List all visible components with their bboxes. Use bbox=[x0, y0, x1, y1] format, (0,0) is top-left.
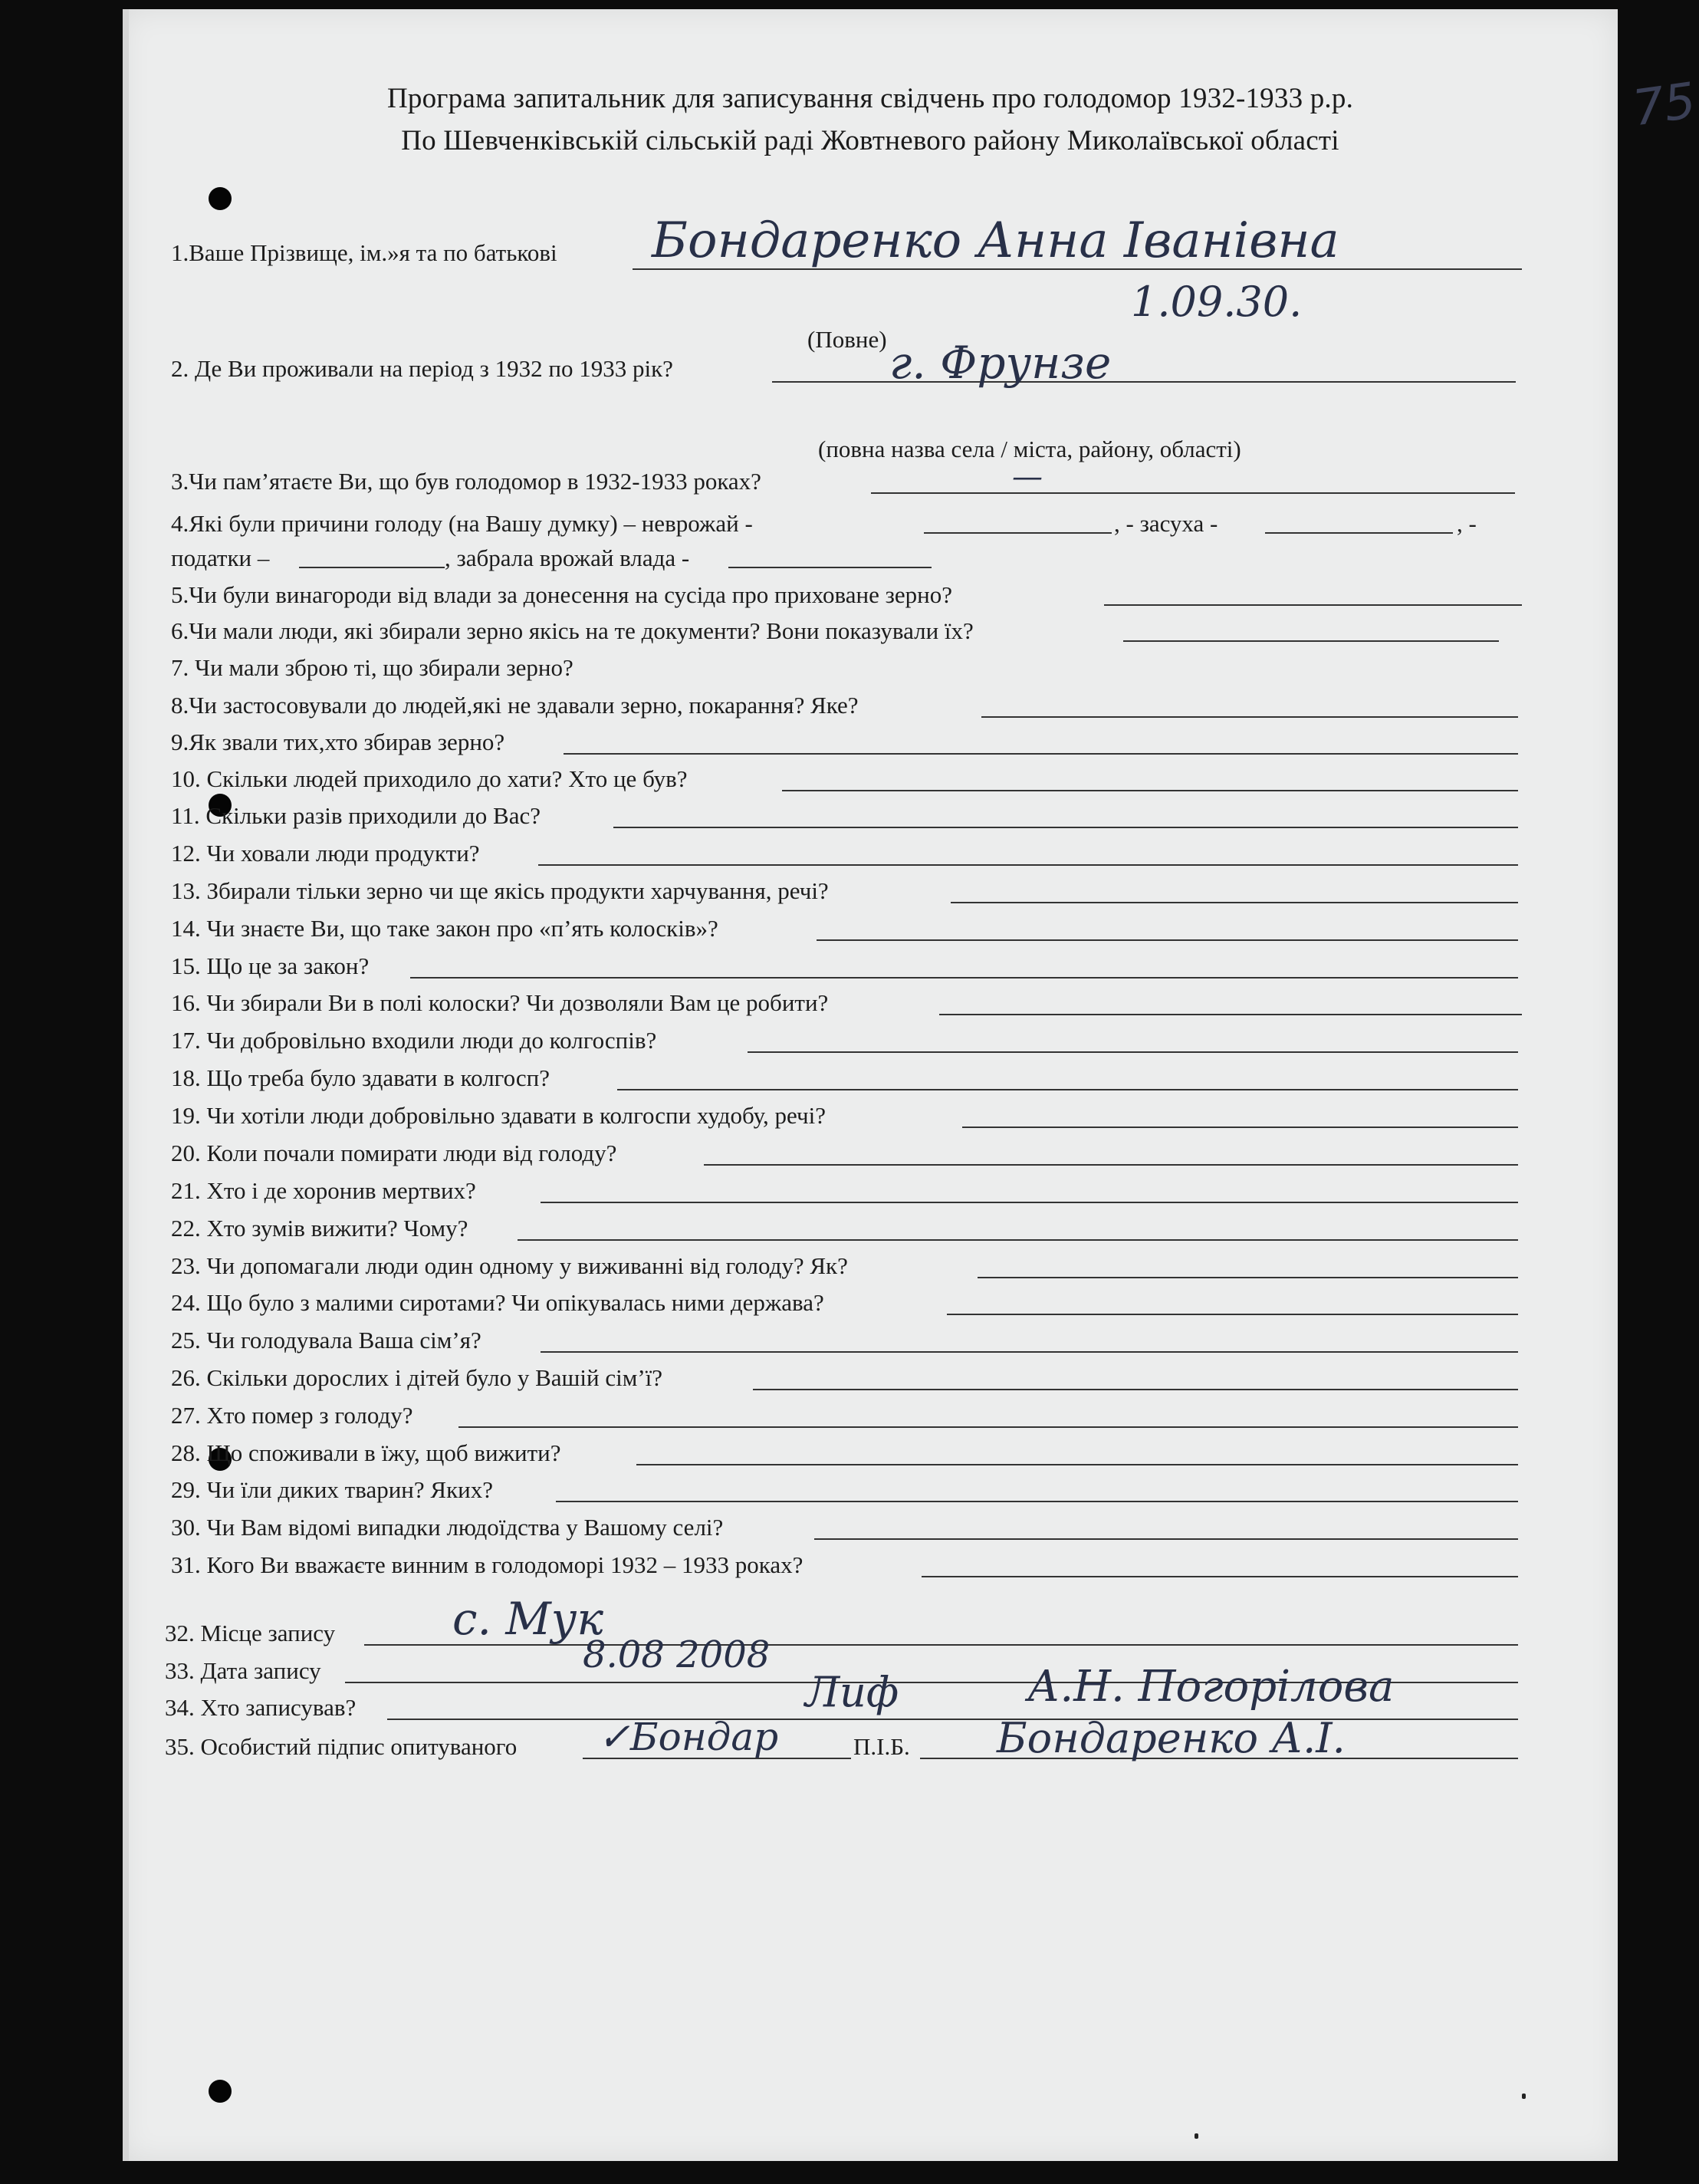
question-25: 25. Чи голодувала Ваша сім’я? bbox=[171, 1327, 481, 1353]
answer-line-19 bbox=[962, 1127, 1518, 1128]
note-full-name-hint: (повна назва села / міста, району, області) bbox=[818, 436, 1241, 462]
page-number: 75 bbox=[1629, 72, 1699, 138]
questionnaire-page bbox=[123, 9, 1699, 2161]
question-11: 11. Скільки разів приходили до Вас? bbox=[171, 802, 541, 829]
question-23: 23. Чи допомагали люди один одному у виживанні від голоду? Як? bbox=[171, 1252, 848, 1279]
answer-q3: — bbox=[1012, 459, 1043, 495]
answer-line-9 bbox=[564, 753, 1518, 755]
answer-line-23 bbox=[978, 1277, 1518, 1278]
question-33: 33. Дата запису bbox=[165, 1657, 321, 1684]
question-24: 24. Що було з малими сиротами? Чи опікувалась ними держава? bbox=[171, 1289, 824, 1316]
question-15: 15. Що це за закон? bbox=[171, 952, 370, 979]
question-26: 26. Скільки дорослих і дітей було у Вашій сім’ї? bbox=[171, 1364, 663, 1391]
answer-line-4e bbox=[728, 567, 932, 568]
question-14: 14. Чи знаєте Ви, що таке закон про «п’ять колосків»? bbox=[171, 915, 718, 942]
question-4-e: , забрала врожай влада - bbox=[445, 544, 690, 571]
question-3: 3.Чи пам’ятаєте Ви, що був голодомор в 1932-1933 роках? bbox=[171, 468, 761, 495]
question-7: 7. Чи мали зброю ті, що збирали зерно? bbox=[171, 654, 573, 681]
speck bbox=[1522, 2094, 1526, 2099]
answer-line-17 bbox=[748, 1051, 1518, 1053]
answer-line-5 bbox=[1104, 604, 1522, 606]
answer-place: с. Мук bbox=[452, 1593, 604, 1645]
answer-line-31 bbox=[922, 1576, 1518, 1577]
binder-hole bbox=[209, 2080, 232, 2103]
question-1: 1.Ваше Прізвище, ім.»я та по батькові bbox=[171, 239, 557, 266]
respondent-signature: ✓Бондар bbox=[598, 1715, 779, 1759]
question-4: 4.Які були причини голоду (на Вашу думку) – неврожай - bbox=[171, 510, 753, 537]
speck bbox=[1195, 2133, 1198, 2139]
recorder-signature: Лиф bbox=[805, 1668, 899, 1716]
question-21: 21. Хто і де хоронив мертвих? bbox=[171, 1177, 476, 1204]
question-10: 10. Скільки людей приходило до хати? Хто це був? bbox=[171, 765, 688, 792]
answer-line-8 bbox=[981, 716, 1518, 718]
question-18: 18. Що треба було здавати в колгосп? bbox=[171, 1064, 550, 1091]
question-5: 5.Чи були винагороди від влади за донесення на сусіда про приховане зерно? bbox=[171, 581, 952, 608]
question-4-b: , - засуха - bbox=[1114, 510, 1218, 537]
answer-line-18 bbox=[617, 1089, 1518, 1090]
answer-line-3 bbox=[871, 492, 1515, 494]
question-28: 28. Що споживали в їжу, щоб вижити? bbox=[171, 1439, 561, 1466]
question-34: 34. Хто записував? bbox=[165, 1694, 357, 1721]
question-32: 32. Місце запису bbox=[165, 1620, 336, 1646]
question-6: 6.Чи мали люди, які збирали зерно якісь на те документи? Вони показували їх? bbox=[171, 617, 974, 644]
question-16: 16. Чи збирали Ви в полі колоски? Чи дозволяли Вам це робити? bbox=[171, 989, 829, 1016]
answer-line-6 bbox=[1123, 640, 1499, 642]
answer-name: Бондаренко Анна Іванівна bbox=[652, 212, 1339, 269]
question-9: 9.Як звали тих,хто збирав зерно? bbox=[171, 729, 505, 755]
answer-line-20 bbox=[704, 1164, 1518, 1166]
answer-line-34 bbox=[387, 1719, 1518, 1720]
answer-line-10 bbox=[782, 790, 1518, 791]
answer-line-4a bbox=[924, 532, 1112, 534]
answer-line-30 bbox=[814, 1538, 1518, 1540]
answer-line-14 bbox=[817, 939, 1518, 941]
answer-line-24 bbox=[947, 1314, 1518, 1315]
question-20: 20. Коли почали помирати люди від голоду? bbox=[171, 1140, 617, 1166]
answer-line-22 bbox=[518, 1239, 1518, 1241]
answer-line-4b bbox=[1265, 532, 1453, 534]
question-2: 2. Де Ви проживали на період з 1932 по 1933 рік? bbox=[171, 355, 673, 382]
binder-hole bbox=[209, 187, 232, 210]
answer-line-15 bbox=[410, 977, 1518, 979]
question-4-c: , - bbox=[1457, 510, 1477, 537]
answer-birth-date: 1.09.30. bbox=[1131, 278, 1303, 326]
question-35: 35. Особистий підпис опитуваного bbox=[165, 1733, 518, 1760]
answer-pib: Бондаренко А.І. bbox=[997, 1714, 1346, 1762]
answer-line-4d bbox=[299, 567, 445, 568]
question-13: 13. Збирали тільки зерно чи ще якісь продукти харчування, речі? bbox=[171, 877, 829, 904]
answer-line-12 bbox=[538, 864, 1518, 866]
answer-recorder: А.Н. Погорілова bbox=[1027, 1662, 1395, 1712]
answer-line-16 bbox=[939, 1014, 1522, 1015]
question-29: 29. Чи їли диких тварин? Яких? bbox=[171, 1476, 493, 1503]
question-4-d: податки – bbox=[171, 544, 270, 571]
question-12: 12. Чи ховали люди продукти? bbox=[171, 840, 480, 867]
answer-line-25 bbox=[541, 1351, 1518, 1353]
question-27: 27. Хто помер з голоду? bbox=[171, 1402, 413, 1429]
header-subtitle: По Шевченківській сільській раді Жовтневого району Миколаївської області bbox=[401, 125, 1339, 156]
page-edge bbox=[123, 9, 129, 2161]
question-19: 19. Чи хотіли люди добровільно здавати в колгоспи худобу, речі? bbox=[171, 1102, 826, 1129]
question-31: 31. Кого Ви вважаєте винним в голодоморі 1932 – 1933 роках? bbox=[171, 1551, 803, 1578]
answer-line-2 bbox=[772, 381, 1516, 383]
answer-line-29 bbox=[556, 1501, 1518, 1502]
answer-line-27 bbox=[458, 1426, 1518, 1428]
answer-line-21 bbox=[541, 1202, 1518, 1203]
question-8: 8.Чи застосовували до людей,які не здавали зерно, покарання? Яке? bbox=[171, 692, 859, 719]
answer-date: 8.08 2008 bbox=[583, 1633, 771, 1676]
answer-line-26 bbox=[753, 1389, 1518, 1390]
answer-line-28 bbox=[636, 1464, 1518, 1465]
question-30: 30. Чи Вам відомі випадки людоїдства у Вашому селі? bbox=[171, 1514, 724, 1541]
answer-residence: г. Фрунзе bbox=[889, 337, 1112, 389]
question-17: 17. Чи добровільно входили люди до колгоспів? bbox=[171, 1027, 657, 1054]
pib-label: П.І.Б. bbox=[853, 1733, 910, 1760]
question-22: 22. Хто зумів вижити? Чому? bbox=[171, 1215, 468, 1242]
answer-line-13 bbox=[951, 902, 1518, 903]
answer-line-11 bbox=[613, 827, 1518, 828]
header-title: Програма запитальник для записування свідчень про голодомор 1932-1933 р.р. bbox=[386, 83, 1354, 114]
note-povne: (Повне) bbox=[807, 326, 887, 353]
